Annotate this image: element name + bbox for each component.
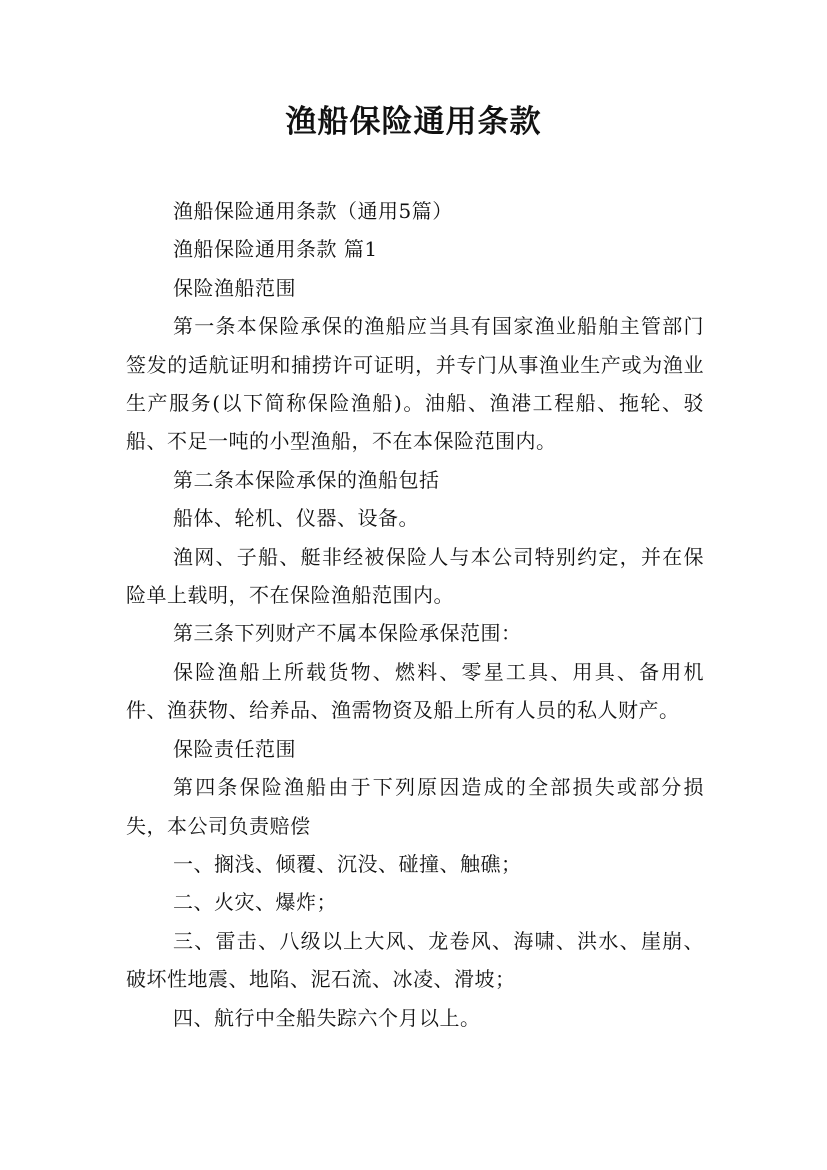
section-heading-liability: 保险责任范围	[173, 736, 296, 761]
document-body	[126, 192, 704, 1037]
section-heading-scope: 保险渔船范围	[173, 275, 296, 300]
list-item-3: 三、雷击、八级以上大风、龙卷风、海啸、洪水、崖崩、破坏性地震、地陷、泥石流、冰凌、滑坡；	[126, 928, 704, 992]
document-title: 渔船保险通用条款	[285, 104, 542, 140]
list-item-2: 二、火灾、爆炸；	[173, 890, 337, 915]
paragraph-clause-3-items: 保险渔船上所载货物、燃料、零星工具、用具、备用机件、渔获物、给养品、渔需物资及船上所有人员的私人财产。	[126, 659, 704, 723]
paragraph-clause-2-note: 渔网、子船、艇非经被保险人与本公司特别约定，并在保险单上载明，不在保险渔船范围内。	[126, 544, 704, 608]
paragraph-clause-3: 第三条下列财产不属本保险承保范围：	[173, 621, 522, 646]
paragraph-clause-2-items: 船体、轮机、仪器、设备。	[173, 506, 419, 531]
paragraph-subtitle: 渔船保险通用条款（通用5篇）	[173, 199, 453, 223]
paragraph-clause-1: 第一条本保险承保的渔船应当具有国家渔业船舶主管部门签发的适航证明和捕捞许可证明，并专门从事渔业生产或为渔业生产服务(以下简称保险渔船)。油船、渔港工程船、拖轮、驳船、不足一吨的小型渔船，不在本保险范围内。	[126, 314, 704, 454]
paragraph-clause-4: 第四条保险渔船由于下列原因造成的全部损失或部分损失，本公司负责赔偿	[126, 775, 704, 838]
paragraph-clause-2: 第二条本保险承保的渔船包括	[173, 467, 440, 492]
list-item-4: 四、航行中全船失踪六个月以上。	[173, 1005, 481, 1030]
list-item-1: 一、搁浅、倾覆、沉没、碰撞、触礁；	[173, 851, 522, 876]
paragraph-article-heading: 渔船保险通用条款 篇1	[173, 237, 378, 262]
